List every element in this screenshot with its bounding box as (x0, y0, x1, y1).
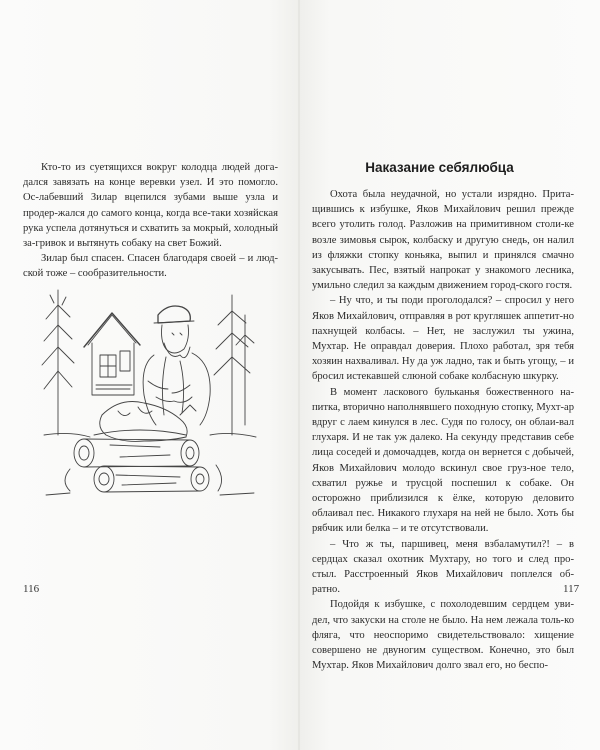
left-page-number: 116 (23, 583, 40, 595)
right-paragraph-5: Подойдя к избушке, с похолодевшим сердцем уви-дел, что закуски на столе не было. На нем лежала толь-ко фляга, что неоспоримо свидетельствовало: хищение совершено не двуногим существом. Конечно, это был Мухтар. Яков Михайлович долго звал его, но беспо- (312, 599, 574, 672)
right-page-text (312, 187, 574, 674)
illustration-man-with-dog (40, 285, 260, 500)
log-well-icon (65, 430, 222, 492)
man-figure-icon (143, 306, 210, 425)
right-paragraph-1: Охота была неудачной, но устали изрядно. Прита-щившись к избушке, Яков Михайлович решил прежде всего утолить голод. Разложив на примитивном столи-ке возле зимовья сырок, колбаску и другую снедь, он налил из фляжки стопку коньяка, выпил и принялся смачно закусывать. Пес, взятый напрокат у знакомого лесника, умильно следил за каждым движением город-ского гостя. (312, 189, 574, 292)
left-page-text (23, 160, 278, 282)
right-paragraph-4: – Что ж ты, паршивец, меня взбаламутил?! – в сердцах сказал охотник Мухтару, но того и след про-стыл. Расстроенный Яков Михайлович поплелся об-ратно. (312, 538, 574, 596)
left-paragraph-2: Зилар был спасен. Спасен благодаря своей – и люд-ской тоже – сообразительности. (23, 253, 278, 280)
left-paragraph-1: Кто-то из суетящихся вокруг колодца людей дога-дался завязать на конце веревки узел. И это помогло. Ос-лабевший Зилар вцепился зубами выше узла и продер-жался до самого конца, когда все-таки хозяйская рука успела дотянуться и схватить за мокрый, холодный за-гривок и вытянуть собаку на свет Божий. (23, 162, 278, 250)
chapter-title: Наказание себялюбца (365, 160, 514, 175)
left-page (0, 0, 298, 750)
tree-right-icon (214, 295, 254, 435)
house-icon (84, 313, 140, 395)
right-paragraph-2: – Ну что, и ты поди проголодался? – спросил у него Яков Михайлович, отправляя в рот кругляшек аппетит-но пахнущей колбасы. – Нет, не заслужил ты ужина, Мухтар. Не оправдал доверия. Плохо работал, зря тебя хозяин нахваливал. Ну да уж ладно, так и быть угощу, – и бросил истекавшей слюной собаке колбасную шкурку. (312, 295, 574, 383)
right-paragraph-3: В момент ласкового бульканья божественного на-питка, вторично наполнявшего походную стопку, Мухт-ар вдруг с лаем кинулся в лес. Судя по голосу, он облаи-вал глухаря. И не так уж далеко. На секунду представив себе лица соседей и домочадцев, когда он вернется с добычей, Яков Михайлович молодо вскинул свое груз-ное тело, схватил ружье и трусцой поспешил к собаке. Он осторожно приблизился к ёлке, которую деловито облаивал пес. Никакого глухаря на ней не было. Хоть бы рябчик или белка – и те отсутствовали. (312, 386, 574, 535)
dog-figure-icon (100, 402, 196, 442)
snow-ground-icon (44, 433, 256, 495)
right-page-number: 117 (563, 583, 580, 595)
tree-left-icon (42, 290, 74, 435)
